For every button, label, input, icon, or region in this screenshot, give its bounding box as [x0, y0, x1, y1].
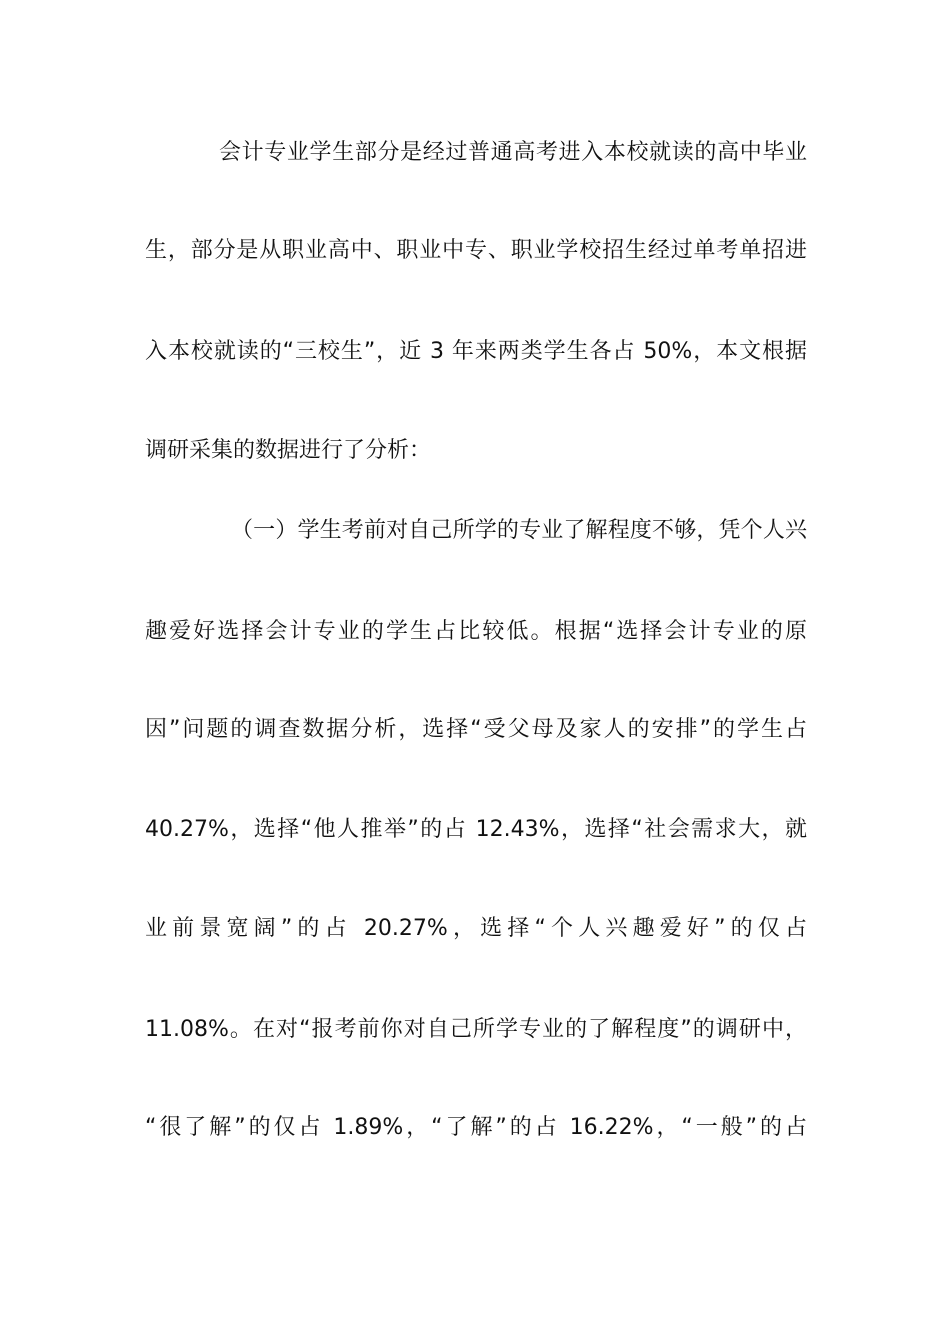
paragraph-1-line-4: 调研采集的数据进行了分析： [145, 438, 432, 463]
paragraph-1-line-2: 生，部分是从职业高中、职业中专、职业学校招生经过单考单招进 [145, 238, 807, 263]
section-heading-1: （一）学生考前对自己所学的专业了解程度不够，凭个人兴 [231, 518, 807, 543]
paragraph-1-line-3: 入本校就读的“三校生”，近 3 年来两类学生各占 50%，本文根据 [145, 339, 807, 364]
paragraph-2-line-7: “很了解”的仅占 1.89%，“了解”的占 16.22%，“一般”的占 [145, 1115, 807, 1140]
paragraph-1-line-1: 会计专业学生部分是经过普通高考进入本校就读的高中毕业 [219, 140, 807, 165]
paragraph-2-line-4: 40.27%，选择“他人推举”的占 12.43%，选择“社会需求大，就 [145, 817, 807, 842]
paragraph-2-line-2: 趣爱好选择会计专业的学生占比较低。根据“选择会计专业的原 [145, 619, 807, 644]
paragraph-2-line-6: 11.08%。在对“报考前你对自己所学专业的了解程度”的调研中， [145, 1017, 807, 1042]
paragraph-2-line-5: 业前景宽阔”的占 20.27%，选择“个人兴趣爱好”的仅占 [145, 916, 807, 941]
paragraph-2-line-3: 因”问题的调查数据分析，选择“受父母及家人的安排”的学生占 [145, 717, 807, 742]
